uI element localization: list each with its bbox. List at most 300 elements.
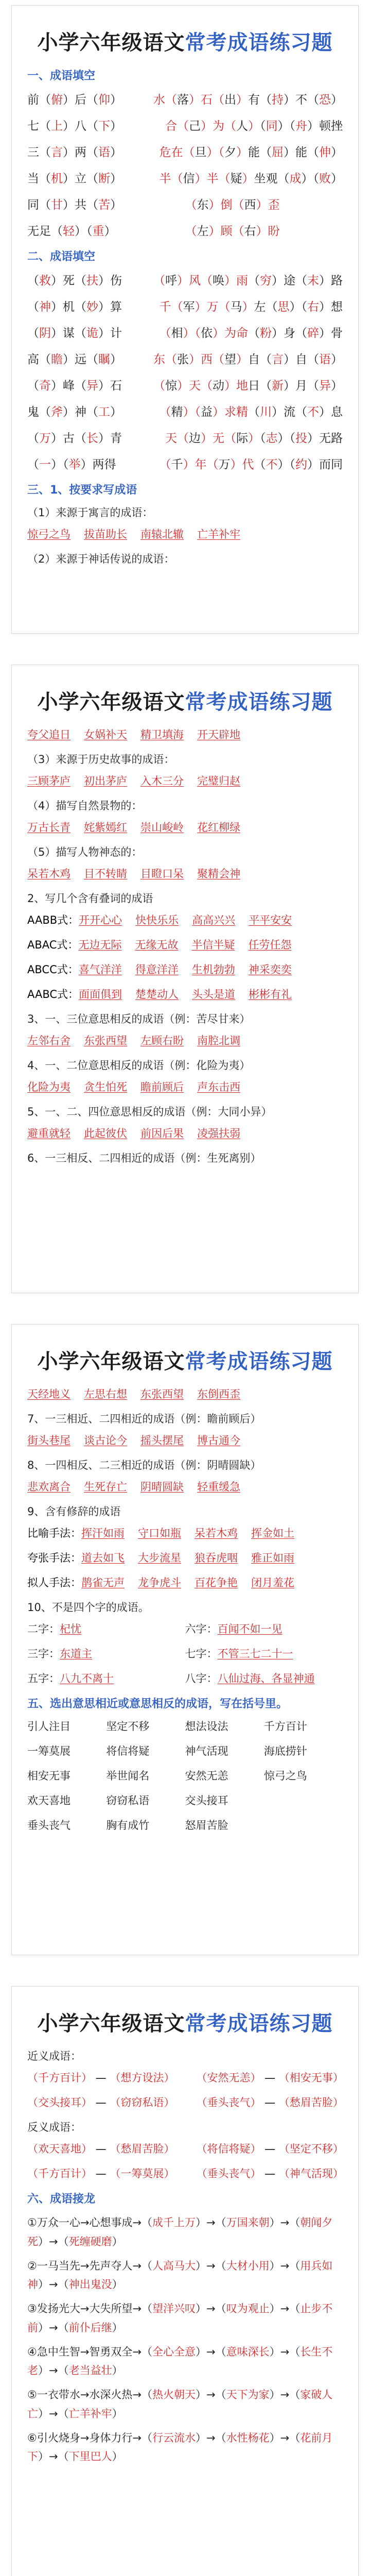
answer-idiom: 崇山峻岭 [140, 821, 184, 834]
pair-line [27, 2141, 343, 2156]
pattern-line [27, 961, 343, 977]
answer-idiom: 左顾右盼 [140, 1035, 184, 1047]
chain-answer: 热火朝天 [152, 2388, 196, 2401]
pair-idiom: （将信将疑） [196, 2143, 261, 2155]
pattern-line [27, 937, 343, 952]
answer-idiom: 摇头摆尾 [140, 1434, 184, 1447]
answer-char: ）倒（ [208, 198, 244, 212]
answer-idiom: 姹紫嫣红 [84, 821, 127, 834]
bracket-text: ）伤 [98, 274, 122, 287]
answer-idiom: 无缘无故 [135, 939, 179, 951]
answer-idiom: 阴晴圆缺 [140, 1481, 184, 1493]
idiom-item [264, 1792, 343, 1808]
line-label: AABC式： [27, 988, 79, 1001]
bracket-text: 相 [171, 327, 183, 340]
answer-line [27, 726, 343, 742]
non-four-char-grid [27, 1621, 343, 1686]
bracket-text: 自（ [248, 353, 272, 366]
chain-answer: 全心全意 [152, 2345, 196, 2358]
answer-char: ）雨 [224, 274, 248, 287]
chain-text: ）→（ [196, 2259, 226, 2272]
page-title: 小学六年级语文常考成语练习题 [37, 31, 333, 55]
chain-text: ） [112, 2407, 123, 2420]
chain-text: ①万众一心→心想事成→（ [27, 2216, 153, 2229]
answer-idiom: 平平安安 [249, 914, 292, 926]
answer-char: 水（ [153, 93, 177, 107]
answer-char: 言 [51, 146, 63, 159]
question: （2）来源于神话传说的成语： [27, 553, 175, 565]
dash-text: — [92, 2096, 110, 2109]
answer-char: 粉 [260, 327, 272, 340]
rhetoric-line [27, 1574, 343, 1590]
answer-char: 末 [307, 274, 319, 287]
idiom-cell [153, 350, 343, 367]
bracket-text: ）身（ [272, 327, 307, 340]
idiom-cell [27, 116, 165, 133]
bracket-text: 旦 [195, 146, 207, 159]
answer-idiom: 半信半疑 [191, 939, 235, 951]
answer-char: 下 [98, 120, 110, 133]
chain-text: ）→（ [196, 2388, 226, 2401]
bracket-text: ） [110, 120, 122, 133]
answer-idiom: 目瞪口呆 [140, 868, 184, 880]
chain-text: ⑤一衣带水→水深火热→（ [27, 2388, 153, 2401]
section-heading: 三、1、按要求写成语 [27, 484, 137, 497]
answer-char: ）万（ [195, 300, 231, 314]
answer-char: 妙 [86, 300, 98, 314]
chain-text: ）→（ [196, 2345, 226, 2358]
rhetoric-line [27, 1550, 343, 1565]
chain-answer: 花前月下 [27, 2431, 333, 2463]
idiom-row [27, 195, 343, 212]
answer-char: 甘 [51, 198, 63, 212]
bracket-text: 能（ [248, 146, 272, 159]
answer-char: 碎 [307, 327, 319, 340]
idiom-item: 海底捞针 [263, 1745, 307, 1757]
answer-char: ）（ [183, 327, 201, 340]
chain-item [27, 2385, 343, 2424]
chain-item [27, 2429, 343, 2467]
answer-idiom: 入木三分 [140, 775, 184, 787]
bracket-text: 边 [189, 432, 201, 445]
answer-idiom: 神采奕奕 [248, 963, 292, 976]
pair-idiom: （坚定不移） [278, 2143, 344, 2155]
pair-line [27, 2165, 343, 2181]
answer-idiom: 八九不离十 [60, 1672, 114, 1685]
bracket-text: 当（ [27, 172, 51, 185]
bracket-text: ）能（ [284, 146, 319, 159]
answer-idiom: 瞻前顾后 [140, 1081, 184, 1093]
idiom-item: 窃窃私语 [106, 1794, 150, 1807]
bracket-text: ） [110, 198, 122, 212]
answer-idiom: 完璧归赵 [197, 775, 240, 787]
section-heading: 二、成语填空 [27, 250, 96, 263]
answer-char: 东（ [153, 353, 177, 366]
pair-idiom: （千方百计） [27, 2072, 92, 2084]
answer-char: ）天（ [177, 379, 213, 393]
chain-text: ）→（ [269, 2345, 301, 2358]
idiom-item: 想法设法 [185, 1720, 228, 1733]
bracket-text: ）古（ [51, 432, 86, 445]
answer-char: 扶 [86, 274, 98, 287]
answer-char: 断 [98, 172, 110, 185]
answer-idiom: 生死存亡 [84, 1481, 127, 1493]
pair-idiom: （垂头丧气） [196, 2167, 261, 2180]
answer-char: ） [242, 300, 254, 314]
idiom-item: 神气活现 [185, 1745, 228, 1757]
chain-text: ） [112, 2278, 123, 2291]
answer-char: ）风（ [177, 274, 213, 287]
chain-text: ）→（ [269, 2216, 301, 2229]
idiom-item [264, 1817, 343, 1833]
answer-char: 不 [307, 405, 319, 419]
bracket-text: ）死（ [51, 274, 86, 287]
chain-text: ）→（ [38, 2407, 69, 2420]
answer-char: 伸 [319, 146, 331, 159]
answer-char: 合（ [165, 120, 189, 133]
pair-idiom: （相安无事） [278, 2072, 344, 2084]
question: 3、一、三位意思相反的成语（例：苦尽甘来） [27, 1013, 251, 1025]
answer-idiom: 狼吞虎咽 [195, 1552, 238, 1564]
question: （3）来源于历史故事的成语： [27, 753, 175, 766]
bracket-text: ）两（ [63, 146, 98, 159]
answer-char: 不 [266, 458, 278, 471]
chain-answer: 万国来朝 [226, 2216, 270, 2229]
bracket-text: ）计 [98, 327, 122, 340]
answer-char: 神 [39, 300, 51, 314]
answer-char: ）为命 [213, 327, 248, 340]
answer-idiom: 百花争艳 [195, 1577, 238, 1589]
bracket-text: ）想 [319, 300, 343, 314]
section-heading: 五、选出意思相近或意思相反的成语，写在括号里。 [27, 1698, 288, 1710]
non-four-char-item [27, 1646, 185, 1661]
answer-char: 约 [295, 458, 307, 471]
answer-char: （ [153, 379, 165, 393]
line-label: 五字： [27, 1672, 60, 1685]
answer-char: 重 [92, 225, 104, 238]
chain-text: ）→（ [38, 2235, 69, 2248]
pair-idiom: （安然无恙） [196, 2072, 261, 2084]
idiom-item: 将信将疑 [106, 1745, 150, 1757]
answer-char: 救 [39, 274, 51, 287]
answer-char: （ [185, 225, 197, 238]
idiom-chain-list [27, 2213, 343, 2466]
idiom-item: 相安无事 [27, 1770, 71, 1782]
bracket-text: 精 [171, 405, 183, 419]
bracket-text: ） [331, 146, 343, 159]
chain-answer: 望洋兴叹 [152, 2302, 196, 2315]
chain-answer: 朝闻夕死 [27, 2216, 333, 2248]
idiom-item: 坚定不移 [106, 1720, 150, 1733]
chain-answer: 人高马大 [152, 2259, 196, 2272]
question: 7、一三相近、二四相近的成语（例：瞻前顾后） [27, 1413, 261, 1425]
chain-text: ④急中生智→智勇双全→（ [27, 2345, 153, 2358]
bracket-text: 信 [183, 172, 195, 185]
question: （1）来源于寓言的成语： [27, 506, 153, 519]
idiom-cell [160, 324, 343, 341]
idiom-row [27, 116, 343, 133]
pair-idiom: （交头接耳） [27, 2096, 92, 2109]
answer-idiom: 前因后果 [140, 1127, 184, 1140]
chain-text: ） [112, 2235, 123, 2248]
answer-idiom: 雅正如雨 [251, 1552, 294, 1564]
answer-idiom: 拔苗助长 [84, 528, 127, 540]
chain-text: ）→（ [38, 2364, 69, 2377]
fill-blank-list-1 [27, 90, 343, 239]
spacer [174, 2096, 196, 2109]
answer-char: ） [236, 353, 248, 366]
dash-text: — [261, 2143, 279, 2155]
bracket-text: ） [331, 353, 343, 366]
subheading: 反义成语： [27, 2121, 81, 2133]
answer-line [27, 526, 343, 541]
bracket-text: （ [27, 458, 39, 471]
answer-char: ）年（ [183, 458, 219, 471]
chain-answer: 止步不前 [27, 2302, 333, 2334]
answer-idiom: 此起彼伏 [84, 1127, 127, 1140]
answer-line [27, 1032, 343, 1048]
answer-idiom: 声东击西 [197, 1081, 240, 1093]
chain-item [27, 2343, 343, 2381]
chain-item [27, 2213, 343, 2251]
answer-idiom: 东道主 [60, 1648, 92, 1660]
idiom-cell [27, 455, 160, 472]
answer-char: 恐 [319, 93, 331, 107]
pair-idiom: （垂头丧气） [196, 2096, 261, 2109]
answer-idiom: 闭月羞花 [251, 1577, 294, 1589]
non-four-char-item [27, 1621, 185, 1636]
idiom-row [27, 429, 343, 446]
question: 4、一、二位意思相反的成语（例：化险为夷） [27, 1059, 251, 1072]
line-label: 拟人手法： [27, 1577, 81, 1589]
section-heading: 六、成语接龙 [27, 2193, 96, 2206]
pair-idiom: （千方百计） [27, 2167, 92, 2180]
dash-text: — [261, 2072, 279, 2084]
bracket-text: ）峰（ [51, 379, 86, 393]
bracket-text: 万 [218, 458, 231, 471]
idiom-row [27, 90, 343, 107]
line-label: 三字： [27, 1648, 60, 1660]
line-label: 八字： [185, 1672, 218, 1685]
chain-answer: 神出鬼没 [68, 2278, 112, 2291]
answer-idiom: 三顾茅庐 [27, 775, 71, 787]
answer-idiom: 快快乐乐 [135, 914, 179, 926]
section-heading: 一、成语填空 [27, 70, 96, 82]
page-2 [11, 665, 359, 1293]
bracket-text: ）（ [277, 432, 295, 445]
spacer [174, 2143, 196, 2155]
page-title: 小学六年级语文常考成语练习题 [37, 690, 333, 714]
idiom-item: 胸有成竹 [106, 1819, 150, 1832]
line-label: ABAC式： [27, 939, 79, 951]
bracket-text: （ [27, 327, 39, 340]
bracket-text: ）算 [98, 300, 122, 314]
answer-char: ）地 [224, 379, 248, 393]
answer-idiom: 博古通今 [197, 1434, 240, 1447]
bracket-text: 益 [201, 405, 213, 419]
pattern-list [27, 912, 343, 1002]
answer-idiom: 南辕北辙 [140, 528, 184, 540]
answer-char: ）（ [206, 146, 224, 159]
answer-char: （ [153, 274, 165, 287]
idiom-cell [27, 297, 160, 314]
chain-answer: 亡羊补牢 [68, 2407, 112, 2420]
bracket-text: ）顿挫 [307, 120, 343, 133]
idiom-cell [27, 350, 153, 367]
chain-answer: 叹为观止 [226, 2302, 270, 2315]
bracket-text: ） [104, 225, 116, 238]
answer-idiom: 道去如飞 [81, 1552, 125, 1564]
chain-text: ②一马当先→先声夺人→（ [27, 2259, 153, 2272]
bracket-text: ） [110, 172, 122, 185]
chain-answer: 长生不老 [27, 2345, 333, 2377]
bracket-text: ） [110, 146, 122, 159]
non-four-char-item [27, 1670, 185, 1686]
answer-idiom: 得意洋洋 [135, 963, 179, 976]
answer-idiom: 轻重缓急 [197, 1481, 240, 1493]
answer-char: 异 [86, 379, 98, 393]
answer-char: 志 [266, 432, 278, 445]
idiom-item: 怒眉苦脸 [185, 1819, 228, 1832]
bracket-text: 动 [213, 379, 224, 393]
idiom-cell [27, 195, 185, 212]
bracket-text: 日（ [248, 379, 272, 393]
chain-answer: 大材小用 [226, 2259, 270, 2272]
page-1 [11, 5, 359, 634]
idiom-row [27, 455, 343, 472]
spacer [174, 2167, 196, 2180]
answer-char: 苦 [98, 198, 110, 212]
question: 9、含有修辞的成语 [27, 1505, 121, 1518]
bracket-text: 依 [201, 327, 213, 340]
answer-idiom: 惊弓之鸟 [27, 528, 71, 540]
answer-idiom: 无边无际 [78, 939, 122, 951]
chain-text: ） [112, 2321, 123, 2334]
synonym-list [27, 2070, 343, 2110]
answer-idiom: 花红柳绿 [197, 821, 240, 834]
chain-answer: 前仆后继 [68, 2321, 112, 2334]
answer-char: 举 [68, 458, 81, 471]
answer-idiom: 喜气洋洋 [78, 963, 122, 976]
answer-char: 仰 [98, 93, 110, 107]
bracket-text: 三（ [27, 146, 51, 159]
bracket-text: ）而同 [307, 458, 343, 471]
answer-char: 阴 [39, 327, 51, 340]
bracket-text: 夕 [224, 146, 236, 159]
chain-answer: 水性杨花 [226, 2431, 270, 2444]
bracket-text: 出 [224, 93, 236, 107]
chain-text: ）→（ [269, 2388, 301, 2401]
chain-answer: 意味深长 [226, 2345, 270, 2358]
chain-item [27, 2299, 343, 2337]
bracket-text: 千 [171, 458, 183, 471]
line-label: 比喻手法： [27, 1527, 81, 1539]
answer-idiom: 避重就轻 [27, 1127, 71, 1140]
idiom-row [27, 271, 343, 288]
answer-idiom: 化险为夷 [27, 1081, 71, 1093]
answer-char: 机 [51, 172, 63, 185]
bracket-text: 疑 [230, 172, 242, 185]
bracket-text: 左（ [254, 300, 278, 314]
bracket-text: 唤 [213, 274, 224, 287]
line-label: ABCC式： [27, 963, 79, 976]
idiom-item: 安然无恙 [185, 1770, 228, 1782]
answer-idiom: 任劳任怨 [248, 939, 292, 951]
bracket-text: （ [260, 120, 266, 133]
answer-line [27, 1125, 343, 1141]
answer-idiom: 楚楚动人 [135, 988, 179, 1001]
bracket-text: ）流（ [272, 405, 307, 419]
bracket-text: ）石 [98, 379, 122, 393]
dash-text: — [261, 2167, 279, 2180]
answer-idiom: 生机勃勃 [191, 963, 235, 976]
answer-char: （ [159, 405, 171, 419]
bracket-text: ） [331, 172, 343, 185]
answer-char: 右 [307, 300, 319, 314]
bracket-text: 鬼（ [27, 405, 51, 419]
line-label: 二字： [27, 1623, 60, 1635]
answer-idiom: 开天辟地 [197, 728, 240, 741]
pair-idiom: （想方设法） [110, 2072, 175, 2084]
bracket-text: ）后（ [63, 93, 98, 107]
idiom-cell [160, 297, 343, 314]
line-label: 六字： [185, 1623, 218, 1635]
bracket-text: 东 [197, 198, 209, 212]
question: 10、不是四个字的成语。 [27, 1601, 149, 1614]
bracket-text: ）月（ [284, 379, 319, 393]
idiom-item: 垂头丧气 [27, 1819, 71, 1832]
chain-text: ）→（ [38, 2278, 69, 2291]
bracket-text: ）两得 [80, 458, 116, 471]
bracket-text: （ [248, 274, 260, 287]
answer-line [27, 819, 343, 835]
answer-idiom: 天经地义 [27, 1388, 71, 1400]
bracket-text: ）神（ [63, 405, 98, 419]
answer-char: 瞻 [51, 353, 63, 366]
bracket-text: 呼 [165, 274, 177, 287]
bracket-text: 落 [177, 93, 189, 107]
answer-idiom: 初出茅庐 [84, 775, 127, 787]
answer-char: ） [248, 432, 260, 445]
answer-idiom: 头头是道 [192, 988, 236, 1001]
answer-char: 成 [289, 172, 302, 185]
bracket-text: ）（ [75, 225, 93, 238]
non-four-char-item [185, 1646, 343, 1661]
answer-char: 异 [319, 379, 331, 393]
answer-char: ）西（ [189, 353, 224, 366]
dash-text: — [92, 2072, 110, 2084]
bracket-text: ） [110, 93, 122, 107]
answer-idiom: 亡羊补牢 [197, 528, 240, 540]
answer-char: ）为（ [201, 120, 236, 133]
line-label: 七字： [185, 1648, 218, 1660]
bracket-text: ）途（ [272, 274, 307, 287]
non-four-char-item [185, 1670, 343, 1686]
question: 5、一、二、四位意思相反的成语（例：大同小异） [27, 1106, 272, 1118]
bracket-text: （ [254, 458, 266, 471]
idiom-cell [27, 324, 160, 341]
bracket-text: 有（ [248, 93, 272, 107]
idiom-cell [160, 169, 343, 186]
idiom-cell [27, 376, 153, 393]
bracket-text: ）不（ [284, 93, 319, 107]
answer-char: （ [159, 458, 171, 471]
question: 6、一三相反、二四相近的成语（例：生死离别） [27, 1152, 261, 1164]
answer-char: ）石（ [189, 93, 224, 107]
idiom-item: 举世闻名 [106, 1770, 150, 1782]
answer-idiom: 东倒西歪 [197, 1388, 240, 1400]
pattern-line [27, 912, 343, 927]
